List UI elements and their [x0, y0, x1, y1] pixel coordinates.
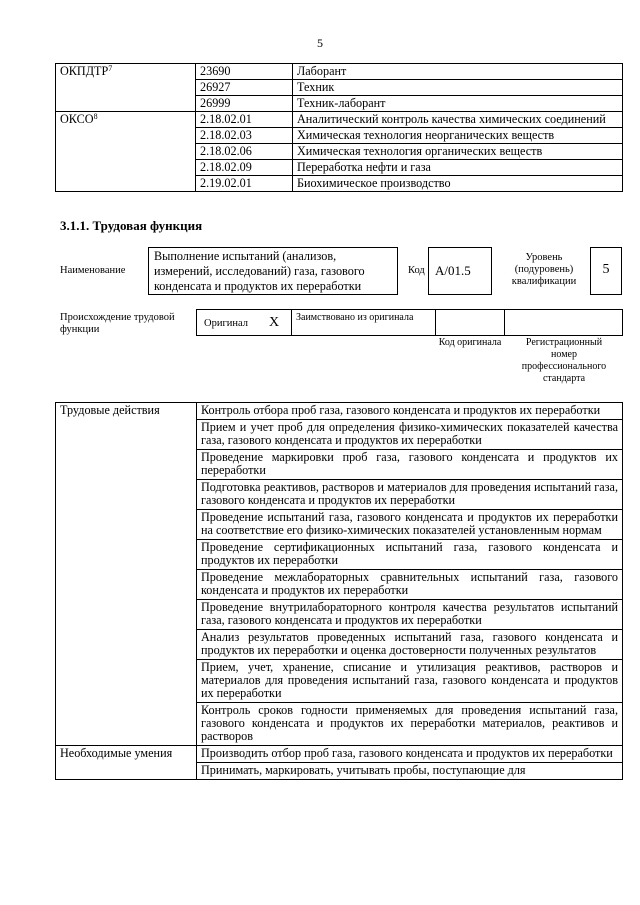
occupation-name-cell: Аналитический контроль качества химических соединений: [293, 112, 623, 128]
detail-item: Проведение маркировки проб газа, газового конденсата и продуктов их переработки: [197, 450, 623, 480]
original-mark: X: [269, 315, 280, 330]
classification-codes-table: [55, 63, 623, 192]
occupation-name-cell: Лаборант: [293, 64, 623, 80]
classifier-cell: [56, 64, 196, 112]
page-number: 5: [317, 36, 323, 50]
section-title: 3.1.1. Трудовая функция: [60, 218, 203, 233]
classifier-name: ОКСО: [60, 112, 94, 126]
level-value: 5: [602, 262, 610, 277]
detail-item: Проведение сертификационных испытаний газа, газового конденсата и продуктов их переработки: [197, 540, 623, 570]
detail-row: [56, 746, 623, 763]
footnote-ref: 8: [93, 112, 98, 121]
group-label: Трудовые действия: [56, 403, 197, 746]
code-cell: 2.18.02.03: [196, 128, 293, 144]
detail-item: Контроль отбора проб газа, газового конденсата и продуктов их переработки: [197, 403, 623, 420]
reg-number-box: [504, 309, 623, 336]
occupation-name-cell: Техник-лаборант: [293, 96, 623, 112]
detail-item: Принимать, маркировать, учитывать пробы, поступающие для: [197, 763, 623, 780]
code-label: Код: [408, 265, 425, 276]
footnote-ref: 7: [108, 64, 113, 73]
borrowed-box: [291, 309, 436, 336]
labor-function-details-table: [55, 402, 623, 780]
function-name-box: [148, 247, 398, 295]
detail-item: Прием, учет, хранение, списание и утилизация реактивов, растворов и материалов для проведения испытаний газа, газового конденсата и продуктов их переработки: [197, 660, 623, 703]
original-label: Оригинал: [204, 318, 248, 329]
code-row: [56, 64, 623, 80]
occupation-name-cell: Техник: [293, 80, 623, 96]
code-cell: 2.18.02.06: [196, 144, 293, 160]
occupation-name-cell: Химическая технология неорганических веществ: [293, 128, 623, 144]
group-label: Необходимые умения: [56, 746, 197, 780]
detail-item: Подготовка реактивов, растворов и материалов для проведения испытаний газа, газового конденсата и продуктов их переработки: [197, 480, 623, 510]
detail-item: Анализ результатов проведенных испытаний газа, газового конденсата и продуктов их переработки и оценка достоверности полученных результатов: [197, 630, 623, 660]
classifier-cell: [56, 112, 196, 192]
detail-item: Проведение внутрилабораторного контроля качества результатов испытаний газа, газового конденсата и продуктов их переработки: [197, 600, 623, 630]
origin-label: Происхождение трудовой функции: [60, 312, 175, 335]
detail-item: Производить отбор проб газа, газового конденсата и продуктов их переработки: [197, 746, 623, 763]
code-box: [428, 247, 492, 295]
detail-item: Контроль сроков годности применяемых для проведения испытаний газа, газового конденсата и продуктов их переработки материалов, реактивов и растворов: [197, 703, 623, 746]
name-label: Наименование: [60, 265, 126, 276]
code-row: [56, 112, 623, 128]
code-value: A/01.5: [435, 263, 471, 278]
function-name-value: Выполнение испытаний (анализов, измерений, исследований) газа, газового конденсата и продуктов их переработки: [154, 249, 365, 293]
occupation-name-cell: Химическая технология органических веществ: [293, 144, 623, 160]
detail-item: Прием и учет проб для определения физико-химических показателей качества газа, газового конденсата и продуктов их переработки: [197, 420, 623, 450]
orig-code-caption: Код оригинала: [438, 337, 502, 348]
code-cell: 26927: [196, 80, 293, 96]
detail-row: [56, 403, 623, 420]
code-cell: 2.18.02.09: [196, 160, 293, 176]
detail-item: Проведение испытаний газа, газового конденсата и продуктов их переработки на соответствие его физико-химических показателей установленным нормам: [197, 510, 623, 540]
level-box: [590, 247, 622, 295]
code-cell: 2.19.02.01: [196, 176, 293, 192]
original-box: [196, 309, 292, 336]
code-cell: 23690: [196, 64, 293, 80]
orig-code-box: [435, 309, 505, 336]
classifier-name: ОКПДТР: [60, 64, 109, 78]
level-label: Уровень (подуровень) квалификации: [511, 252, 577, 287]
borrowed-label: Заимствовано из оригинала: [296, 312, 414, 323]
code-cell: 2.18.02.01: [196, 112, 293, 128]
code-cell: 26999: [196, 96, 293, 112]
occupation-name-cell: Переработка нефти и газа: [293, 160, 623, 176]
reg-number-caption: Регистрационный номер профессионального стандарта: [521, 337, 607, 384]
detail-item: Проведение межлабораторных сравнительных испытаний газа, газового конденсата и продуктов их переработки: [197, 570, 623, 600]
occupation-name-cell: Биохимическое производство: [293, 176, 623, 192]
